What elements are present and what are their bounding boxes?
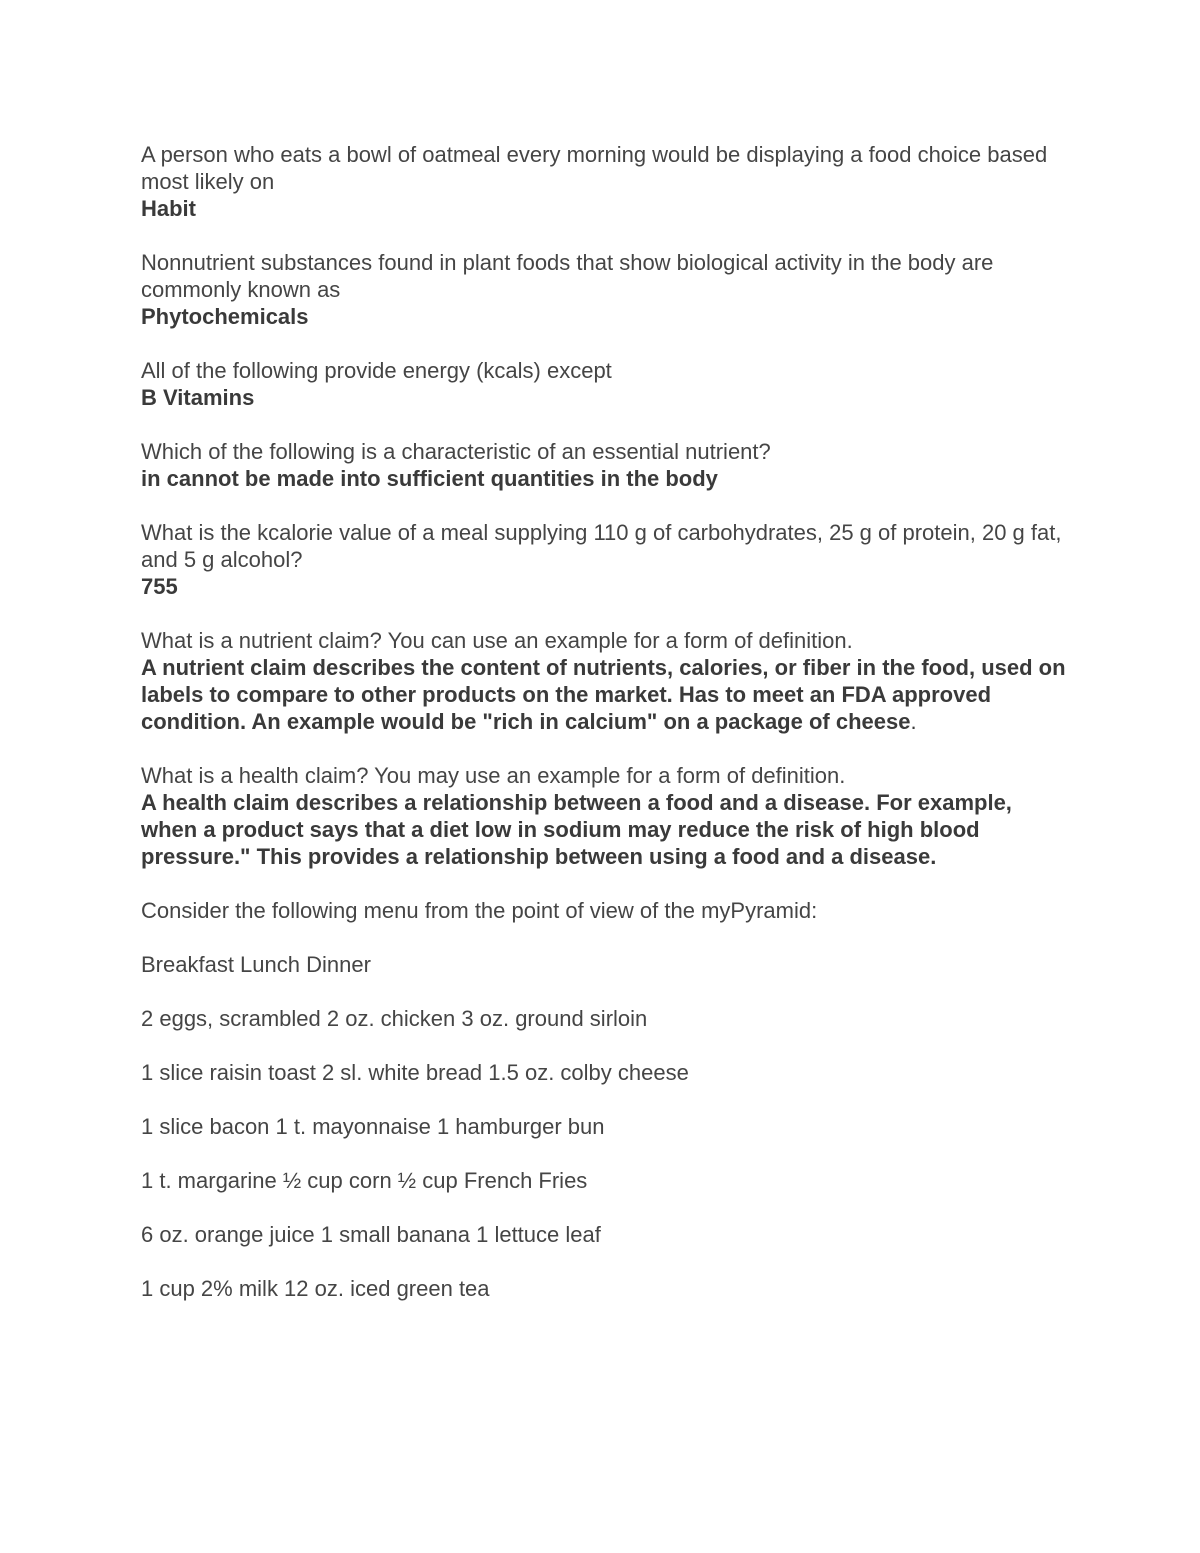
- menu-row: 1 slice raisin toast 2 sl. white bread 1.5 oz. colby cheese: [141, 1060, 689, 1085]
- menu-row: 6 oz. orange juice 1 small banana 1 lettuce leaf: [141, 1222, 601, 1247]
- answer-text: Habit: [141, 196, 196, 221]
- question-text: What is the kcalorie value of a meal supplying 110 g of carbohydrates, 25 g of protein, 20 g fat, and 5 g alcohol?: [141, 520, 1062, 572]
- menu-row: 1 cup 2% milk 12 oz. iced green tea: [141, 1276, 490, 1301]
- document-page: [141, 141, 1071, 1329]
- answer-main: A nutrient claim describes the content of nutrients, calories, or fiber in the food, used on labels to compare to other products on the market. Has to meet an FDA approved condition. An example would be "rich in calcium" on a package of cheese: [141, 655, 1066, 734]
- qa-item-2: [141, 249, 1071, 330]
- answer-text: Phytochemicals: [141, 304, 309, 329]
- qa-item-4: [141, 438, 1071, 492]
- qa-item-5: [141, 519, 1071, 600]
- qa-item-7: [141, 762, 1071, 870]
- answer-text: [141, 654, 1071, 735]
- answer-tail: .: [910, 709, 917, 734]
- answer-text: 755: [141, 574, 178, 599]
- question-text: What is a nutrient claim? You can use an example for a form of definition.: [141, 628, 853, 653]
- answer-text: A health claim describes a relationship between a food and a disease. For example, when a product says that a diet low in sodium may reduce the risk of high blood pressure." This provides a relationship between using a food and a disease.: [141, 790, 1012, 869]
- question-text: What is a health claim? You may use an example for a form of definition.: [141, 763, 846, 788]
- answer-text: B Vitamins: [141, 385, 255, 410]
- menu-row: 1 t. margarine ½ cup corn ½ cup French Fries: [141, 1168, 588, 1193]
- menu-row: 1 slice bacon 1 t. mayonnaise 1 hamburger bun: [141, 1114, 605, 1139]
- question-text: A person who eats a bowl of oatmeal every morning would be displaying a food choice based most likely on: [141, 142, 1048, 194]
- menu-row: 2 eggs, scrambled 2 oz. chicken 3 oz. ground sirloin: [141, 1006, 648, 1031]
- answer-text: in cannot be made into sufficient quantities in the body: [141, 466, 718, 491]
- question-text: Which of the following is a characteristic of an essential nutrient?: [141, 439, 771, 464]
- question-text: All of the following provide energy (kcals) except: [141, 358, 612, 383]
- question-text: Nonnutrient substances found in plant foods that show biological activity in the body are commonly known as: [141, 250, 994, 302]
- menu-intro: Consider the following menu from the point of view of the myPyramid:: [141, 898, 818, 923]
- menu-header: Breakfast Lunch Dinner: [141, 952, 371, 977]
- qa-item-3: [141, 357, 1071, 411]
- qa-item-6: [141, 627, 1071, 735]
- menu-section: [141, 897, 1071, 1302]
- qa-item-1: [141, 141, 1071, 222]
